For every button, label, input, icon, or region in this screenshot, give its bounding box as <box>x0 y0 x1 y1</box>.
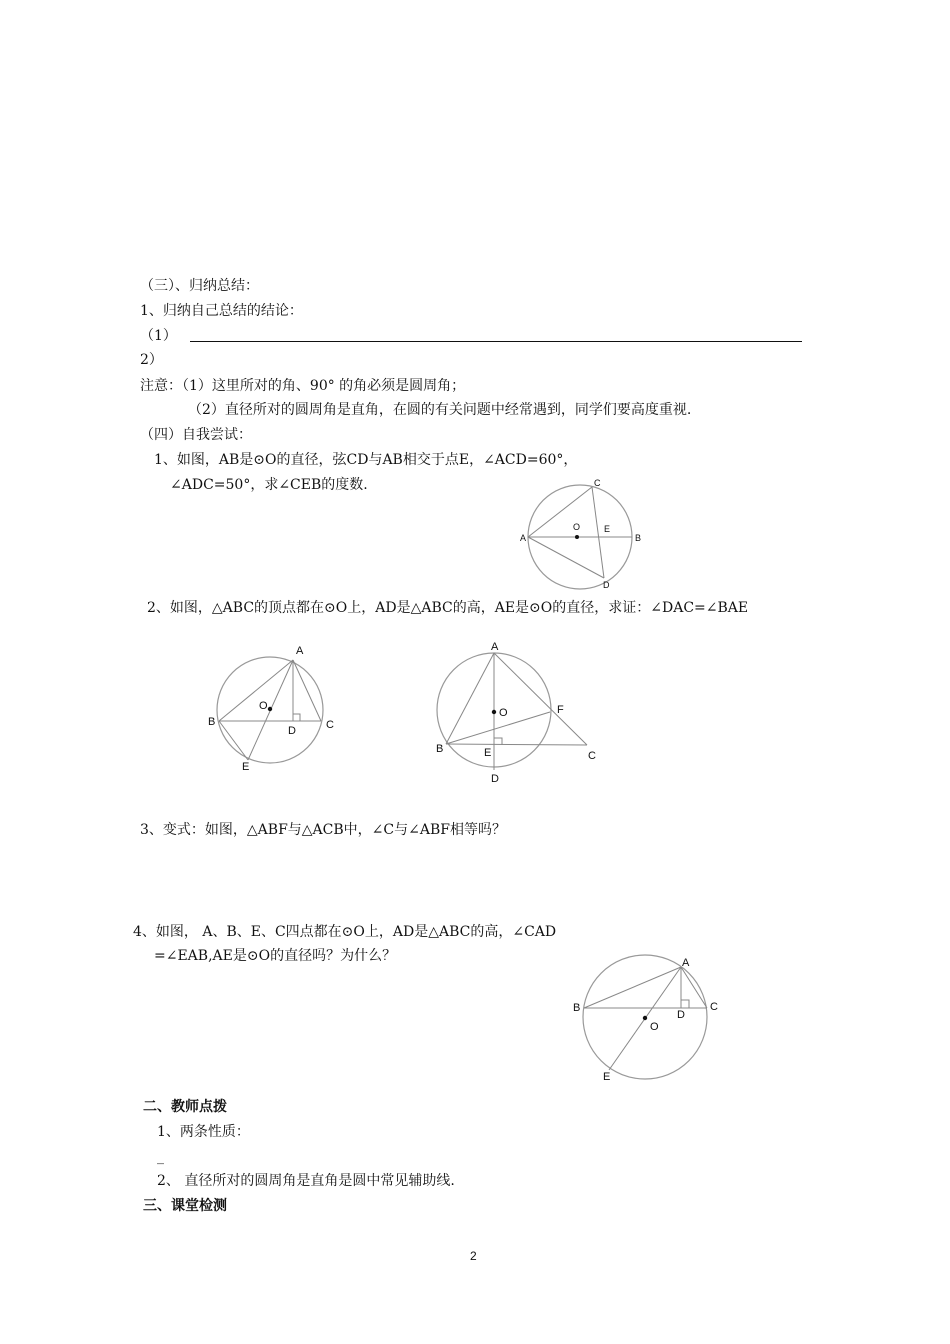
q4-line-1: 4、如图， A、B、E、C四点都在⊙O上，AD是△ABC的高，∠CAD <box>133 924 557 940</box>
fig3-label-e: E <box>484 747 492 759</box>
fig2-label-o: O <box>259 700 268 712</box>
fig2-label-d: D <box>288 725 296 737</box>
fig1-label-o: O <box>573 522 581 532</box>
blank2-label: 2） <box>140 352 163 368</box>
part2-item-1: 1、两条性质： <box>157 1124 250 1140</box>
fig2-label-c: C <box>326 719 334 731</box>
fig3-label-o: O <box>499 707 508 719</box>
note-line-2: （2）直径所对的圆周角是直角，在圆的有关问题中经常遇到，同学们要高度重视. <box>188 402 692 418</box>
fig3-label-b: B <box>436 743 444 755</box>
fig4-label-a: A <box>682 957 690 969</box>
fig3-label-c: C <box>588 750 596 762</box>
fig4-label-c: C <box>710 1001 718 1013</box>
fig4-label-b: B <box>573 1002 581 1014</box>
fig4-label-o: O <box>650 1021 659 1033</box>
fig1-label-b: B <box>635 533 642 543</box>
fig1-label-c: C <box>594 478 601 488</box>
part3-title: 三、课堂检测 <box>143 1198 227 1214</box>
section3-title: （三）、归纳总结： <box>140 278 259 294</box>
fig2-label-e: E <box>242 761 250 773</box>
q1-line-2: ∠ADC=50°，求∠CEB的度数. <box>170 477 368 493</box>
part2-item-2: 2、 直径所对的圆周角是直角是圆中常见辅助线. <box>157 1173 455 1189</box>
page-number: 2 <box>470 1249 477 1263</box>
q1-line-1: 1、如图，AB是⊙O的直径，弦CD与AB相交于点E，∠ACD=60°， <box>154 452 578 468</box>
fig4-side-ac <box>681 967 707 1008</box>
fig4-label-d: D <box>677 1009 685 1021</box>
part2-title: 二、教师点拨 <box>143 1099 227 1115</box>
blank1-label: （1） <box>140 328 177 344</box>
q4-line-2: =∠EAB,AE是⊙O的直径吗？为什么？ <box>154 948 397 964</box>
fig4-label-e: E <box>603 1071 611 1083</box>
q3-text: 3、变式：如图，△ABF与△ACB中，∠C与∠ABF相等吗？ <box>140 822 506 838</box>
fig3-label-f: F <box>557 704 564 716</box>
fig4-right-angle <box>681 1000 689 1008</box>
fig1-label-a: A <box>520 533 527 543</box>
q2-text: 2、如图，△ABC的顶点都在⊙O上，AD是△ABC的高，AE是⊙O的直径，求证：∠DAC=∠BAE <box>147 600 749 616</box>
fig1-label-d: D <box>603 580 610 590</box>
note-line-1: 注意：（1）这里所对的角、90° 的角必须是圆周角； <box>140 378 466 394</box>
item1-title: 1、归纳自己总结的结论： <box>140 303 303 319</box>
fig1-label-e: E <box>604 524 611 534</box>
section4-title: （四）自我尝试： <box>140 427 252 443</box>
fig2-label-a: A <box>296 645 304 657</box>
fig4-center-dot <box>643 1016 647 1020</box>
fig3-label-a: A <box>491 641 499 653</box>
part2-dash: _ <box>157 1149 164 1165</box>
fig3-label-d: D <box>491 773 499 785</box>
fig2-label-b: B <box>208 716 216 728</box>
